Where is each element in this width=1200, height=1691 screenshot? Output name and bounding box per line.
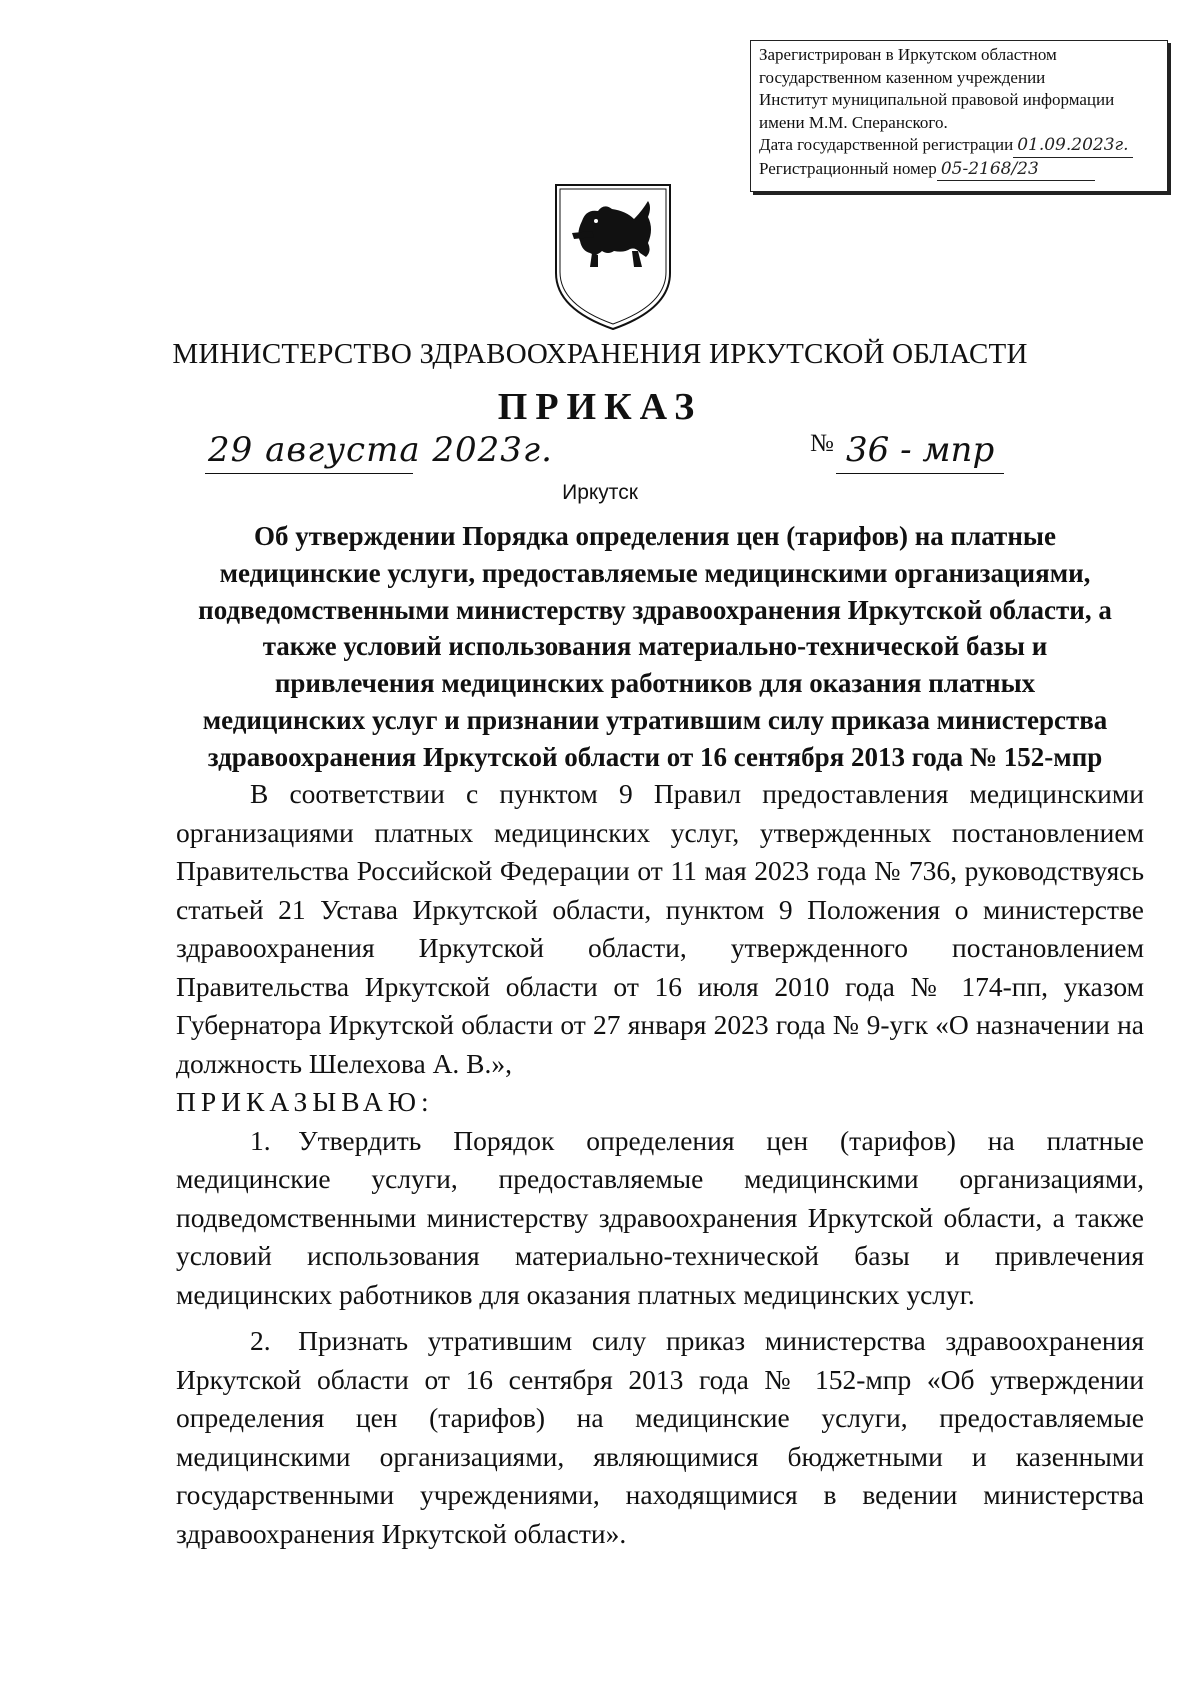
- coat-of-arms-icon: [552, 181, 674, 333]
- stamp-line-2: государственном казенном учреждении: [759, 67, 1046, 87]
- stamp-reg-label: Регистрационный номер: [759, 158, 937, 178]
- title-line: также условий использования материально-технической базы и: [262, 631, 1048, 662]
- order-number: 36 - мпр: [846, 430, 995, 470]
- item-1: 1. Утвердить Порядок определения цен (тарифов) на платные медицинские услуги, предоставляемые медицинскими организациями, подведомственными министерству здравоохранения Иркутской области, а также условий использования материально-технической базы и привлечения медицинских работников для оказания платных медицинских услуг.: [176, 1124, 1144, 1310]
- stamp-line-1: Зарегистрирован в Иркутском областном: [759, 45, 1057, 64]
- number-underline: [836, 473, 1004, 474]
- stamp-reg-row: [759, 158, 1159, 182]
- registration-stamp: [750, 40, 1168, 192]
- title-line: подведомственными министерству здравоохранения Иркутской области, а: [198, 594, 1112, 625]
- ministry-name: МИНИСТЕРСТВО ЗДРАВООХРАНЕНИЯ ИРКУТСКОЙ ОБЛАСТИ: [172, 338, 1028, 370]
- stamp-line-3: Институт муниципальной правовой информации: [759, 90, 1115, 109]
- title-line: медицинские услуги, предоставляемые медицинскими организациями,: [219, 557, 1091, 588]
- title-line: Об утверждении Порядка определения цен (тарифов) на платные: [254, 521, 1056, 551]
- stamp-reg-value: 05-2168/23: [937, 158, 1095, 182]
- stamp-date-label: Дата государственной регистрации: [759, 135, 1014, 154]
- date-underline: [205, 473, 413, 474]
- city: Иркутск: [562, 481, 638, 504]
- order-date: 29 августа 2023г.: [208, 430, 553, 470]
- order-verb: ПРИКАЗЫВАЮ:: [176, 1086, 434, 1117]
- document-type: ПРИКАЗ: [497, 386, 703, 428]
- order-body: [176, 775, 1144, 1553]
- title-line: привлечения медицинских работников для оказания платных: [274, 668, 1036, 699]
- item-2: 2. Признать утратившим силу приказ министерства здравоохранения Иркутской области от 16 сентября 2013 года № 152-мпр «Об утверждении определения цен (тарифов) на медицинские услуги, предоставляемые медицинскими организациями, являющимися бюджетными и казенными государственными учреждениями, находящимися в ведении министерства здравоохранения Иркутской области».: [176, 1325, 1144, 1549]
- title-line: здравоохранения Иркутской области от 16 сентября 2013 года № 152-мпр: [207, 741, 1103, 772]
- stamp-date-row: [759, 134, 1159, 158]
- stamp-line-4: имени М.М. Сперанского.: [759, 112, 948, 132]
- stamp-date-value: 01.09.2023г.: [1013, 134, 1132, 158]
- order-title: [165, 518, 1145, 776]
- title-line: медицинских услуг и признании утратившим силу приказа министерства: [202, 704, 1108, 735]
- number-label: №: [810, 430, 834, 457]
- preamble: В соответствии с пунктом 9 Правил предоставления медицинскими организациями платных медицинских услуг, утвержденных постановлением Правительства Российской Федерации от 11 мая 2023 года № 736, руководствуясь статьей 21 Устава Иркутской области, пунктом 9 Положения о министерстве здравоохранения Иркутской области, утвержденного постановлением Правительства Иркутской области от 16 июля 2010 года № 174-пп, указом Губернатора Иркутской области от 27 января 2023 года № 9-угк «О назначении на должность Шелехова А. В.»,: [176, 778, 1144, 1079]
